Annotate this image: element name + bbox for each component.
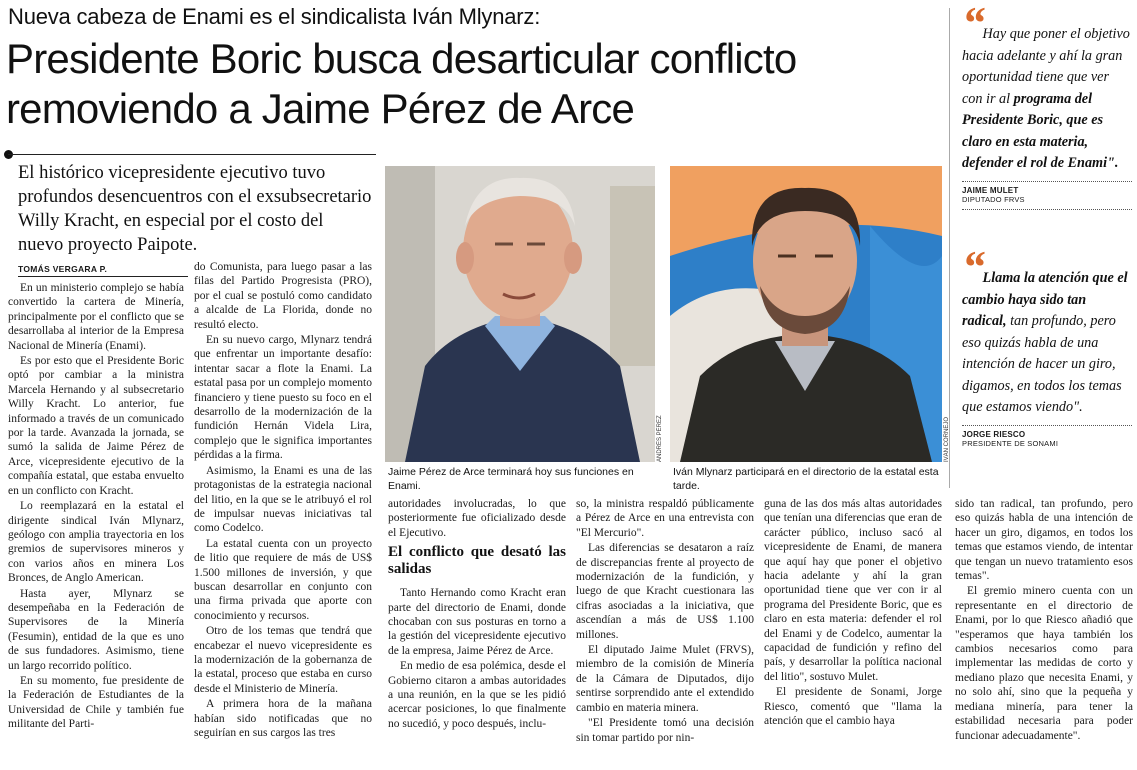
quote-author-role: DIPUTADO FRVS — [962, 194, 1025, 204]
quote-text — [962, 241, 1128, 415]
paragraph: so, la ministra respaldó públicamente a Pérez de Arce en una entrevista con "El Mercurio". — [576, 498, 754, 539]
paragraph: En su momento, fue presidente de la Federación de Estudiantes de la Universidad de Chile y también fue militante del Parti- — [8, 674, 184, 731]
quote-divider — [962, 209, 1132, 210]
quote-text-bold: Llama la atención que el cambio haya sido tan radical, — [962, 270, 1128, 329]
paragraph: do Comunista, para luego pasar a las filas del Partido Progresista (PRO), por el cual se postuló como candidato a alcalde de La Florida, donde no resultó electo. — [194, 261, 372, 331]
column-3 — [388, 497, 566, 770]
paragraph: En un ministerio complejo se había convertido la cartera de Minería, principalmente por el conflicto que se desarrollaba al interior de la Empresa Nacional de Minería (Enami). — [8, 282, 184, 352]
photo-credit: ANDRÉS PÉREZ — [657, 415, 663, 462]
paragraph: Las diferencias se desataron a raíz de discrepancias frente al proyecto de modernización de la fundición, y luego de que Kracht cuestionara las cifras asociadas a la iniciativa, que ascendían a más de US$ 1.100 millones. — [576, 542, 754, 641]
lead-rule — [8, 154, 376, 155]
paragraph: El gremio minero cuenta con un representante en el directorio de Enami, por lo que Riesco añadió que "esperamos que haya también los cambios necesarios como para implementar las medidas de corto y mediano plazo que necesita Enami, y no solo ahí, sino que la pequeña y mediana minería, para tener la estabilidad necesaria para poder funcionar adecuadamente". — [955, 585, 1133, 742]
paragraph: sido tan radical, tan profundo, pero eso quizás habla de una intención de hacer un giro, digamos, en todos los temas que estamos viendo, de intentar que tengan un nuevo tratamiento esos temas". — [955, 498, 1133, 583]
column-divider — [949, 8, 950, 488]
paragraph: Hasta ayer, Mlynarz se desempeñaba en la Federación de Supervisores de la Minería (Fesumin), entidad de la que es uno de sus fundadores. Asimismo, tiene un largo recorrido político. — [8, 587, 184, 672]
byline: TOMÁS VERGARA P. — [18, 264, 188, 277]
paragraph: A primera hora de la mañana habían sido notificadas que no seguirían en sus cargos las tres — [194, 698, 372, 739]
paragraph: Es por esto que el Presidente Boric optó por cambiar a la ministra Marcela Hernando y al subsecretario Willy Kracht. Lo anterior, fue informado a través de un comunicado por la tarde. Avanzada la jornada, se sumó la salida de Jaime Pérez de Arce, vicepresidente ejecutivo de la compañía estatal, que estaba envuelto en un conflicto con Kracht. — [8, 355, 184, 497]
photo-credit: IVÁN CORNEJO — [944, 416, 950, 462]
paragraph: Lo reemplazará en la estatal el dirigente sindical Iván Mlynarz, geólogo con amplia trayectoria en los gremios de supervisores mineros y con varios años en minera Los Bronces, de Anglo American. — [8, 500, 184, 585]
section-subhead: El conflicto que desató las salidas — [388, 544, 566, 578]
pull-quote-mulet — [962, 0, 1132, 210]
quote-divider — [962, 425, 1132, 426]
column-6 — [955, 497, 1133, 770]
column-5 — [764, 497, 942, 770]
quote-author: JORGE RIESCO — [962, 429, 1026, 439]
quote-text — [962, 0, 1130, 171]
paragraph: La estatal cuenta con un proyecto de litio que requiere de más de US$ 1.500 millones de inversión, y que buscan desarrollar en conjunto con una firma privada que aporte con conocimiento y recursos. — [194, 537, 372, 622]
paragraph: En medio de esa polémica, desde el Gobierno citaron a ambas autoridades a una reunión, en la que se les pidió acercar posiciones, lo que finalmente no sucedió, y poco después, inclu- — [388, 660, 566, 730]
quote-text-regular: Hay que poner el objetivo hacia adelante y ahí la gran oportunidad tiene que ver con ir al — [962, 26, 1130, 107]
paragraph: En su nuevo cargo, Mlynarz tendrá que enfrentar un importante desafío: intentar sacar a flote la Enami. La estatal pasa por un complejo momento financiero y tiene puesto su foco en el desarrollo de la modernización de la fundición Hernán Videla Lira, complejo que le significa importantes pérdidas a la firma. — [194, 334, 372, 462]
paragraph: Otro de los temas que tendrá que encabezar el nuevo vicepresidente es la modernización de la gobernanza de la estatal, proceso que estaba en curso desde el Ministerio de Minería. — [194, 625, 372, 695]
quote-text-regular: tan profundo, pero eso quizás habla de una intención de hacer un giro, digamos, en todos los temas que estamos viendo". — [962, 313, 1122, 415]
quote-text-bold: programa del Presidente Boric, que es claro en esta materia, defender el rol de Enami". — [962, 90, 1119, 171]
paragraph: El presidente de Sonami, Jorge Riesco, comentó que "llama la atención que el cambio haya — [764, 686, 942, 728]
paragraph: Asimismo, la Enami es una de las protagonistas de la estrategia nacional del litio, en la que se le atribuyó el rol de impulsar nuevas iniciativas tal como Codelco. — [194, 464, 372, 535]
paragraph: autoridades involucradas, lo que posteriormente fue oficializado desde el Ejecutivo. — [388, 498, 566, 539]
photo-mlynarz — [670, 166, 942, 462]
kicker: Nueva cabeza de Enami es el sindicalista Iván Mlynarz: — [8, 4, 541, 29]
photo-perez-de-arce — [385, 166, 655, 462]
quote-mark-icon: “ — [962, 241, 979, 292]
paragraph: El diputado Jaime Mulet (FRVS), miembro de la comisión de Minería de la Cámara de Diputados, dijo sentirse sorprendido ante el extendido cambio en materia minera. — [576, 644, 754, 714]
column-4 — [576, 497, 754, 770]
paragraph: Tanto Hernando como Kracht eran parte del directorio de Enami, donde chocaban con sus posturas en torno a la gestión del vicepresidente ejecutivo de la empresa, Jaime Pérez de Arce. — [388, 587, 566, 657]
quote-divider — [962, 181, 1132, 182]
paragraph: guna de las dos más altas autoridades que tenían una diferencias que eran de carácter público, incluso sacó al vicepresidente de Enami, de manera que aquí hay que poner el objetivo hacia adelante y ahí la gran oportunidad tiene que ver con ir al programa del Presidente Boric, que es claro en esta materia: defender el rol del Enami y de Codelco, aumentar la capacidad de fundición y refino del país, y desarrollar la política nacional del litio", sostuvo Mulet. — [764, 498, 942, 683]
photo-caption: Iván Mlynarz participará en el directorio de la estatal esta tarde. — [673, 466, 939, 492]
photo-caption: Jaime Pérez de Arce terminará hoy sus funciones en Enami. — [388, 466, 634, 492]
lead-paragraph: El histórico vicepresidente ejecutivo tuvo profundos desencuentros con el exsubsecretario Willy Kracht, en especial por el costo del nuevo proyecto Paipote. — [18, 163, 372, 255]
quote-author: JAIME MULET — [962, 185, 1019, 195]
column-1 — [8, 281, 184, 770]
pull-quote-riesco — [962, 241, 1132, 448]
quote-mark-icon: “ — [962, 0, 979, 48]
quote-author-role: PRESIDENTE DE SONAMI — [962, 438, 1059, 448]
paragraph: "El Presidente tomó una decisión sin tomar partido por nin- — [576, 717, 754, 744]
headline: Presidente Boric busca desarticular conflicto removiendo a Jaime Pérez de Arce — [6, 35, 797, 132]
column-2 — [194, 260, 372, 770]
